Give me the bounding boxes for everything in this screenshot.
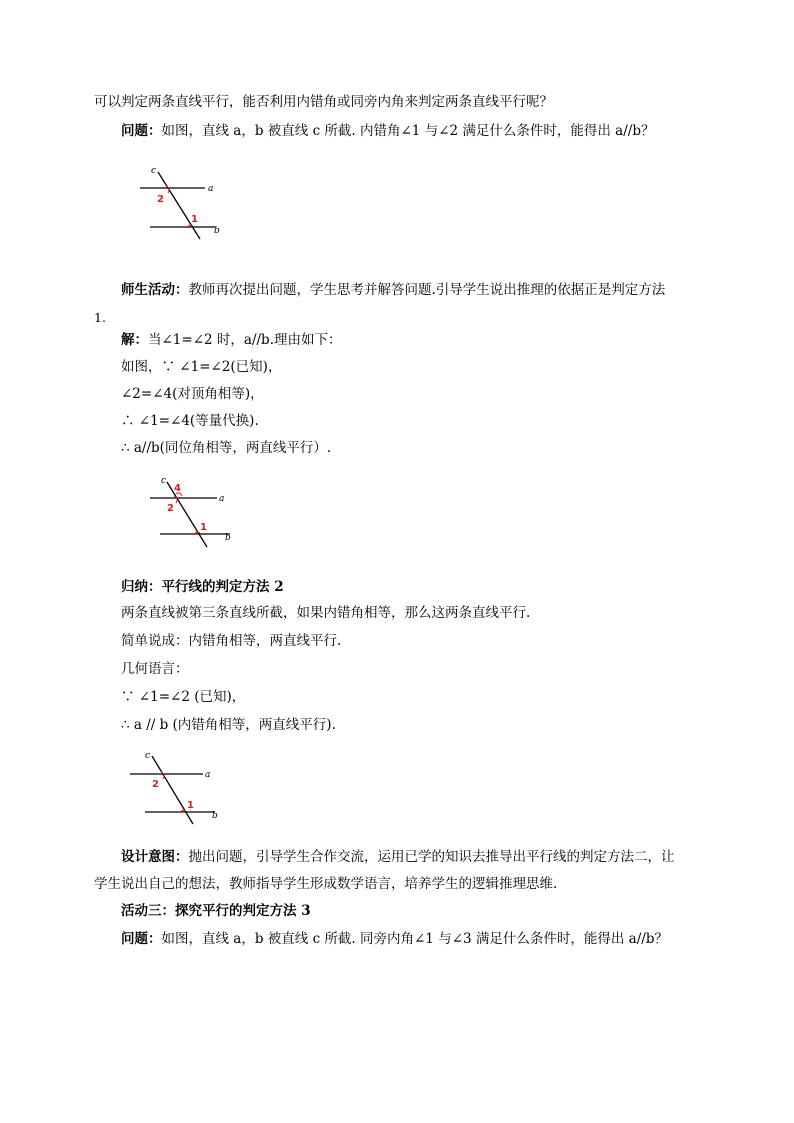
activity-continuation: 1. <box>94 310 106 325</box>
label-a: a <box>205 770 211 780</box>
angle-4-label: 4 <box>174 483 181 494</box>
parallel-lines-figure-2 <box>145 474 245 554</box>
solution-line-3: ∴ ∠1=∠4(等量代换). <box>121 413 259 429</box>
question-2 <box>121 930 668 948</box>
summary-line-5: ∴ a // b (内错角相等，两直线平行). <box>121 717 336 733</box>
question-2-text: 如图，直线 a，b 被直线 c 所截. 同旁内角∠1 与∠3 满足什么条件时，能得出 a//b？ <box>161 931 668 947</box>
label-a: a <box>208 184 214 194</box>
summary-line-1: 两条直线被第三条直线所截，如果内错角相等，那么这两条直线平行. <box>121 605 531 621</box>
question-1-text: 如图，直线 a，b 被直线 c 所截. 内错角∠1 与∠2 满足什么条件时，能得出 a//b？ <box>161 123 655 139</box>
label-a: a <box>219 494 225 504</box>
design-intent-line-2: 学生说出自己的想法，教师指导学生形成数学语言，培养学生的逻辑推理思维. <box>94 876 558 892</box>
label-b: b <box>225 533 231 543</box>
label-c: c <box>145 751 151 761</box>
angle-2-label: 2 <box>157 194 164 205</box>
design-intent-line-1 <box>121 848 675 866</box>
activity-3-title: 活动三：探究平行的判定方法 3 <box>121 903 311 919</box>
question-2-label: 问题： <box>121 931 162 947</box>
activity-label: 师生活动： <box>121 282 189 298</box>
intro-paragraph: 可以判定两条直线平行，能否利用内错角或同旁内角来判定两条直线平行呢？ <box>94 94 553 110</box>
design-intent-label: 设计意图： <box>121 849 189 865</box>
summary-line-3: 几何语言： <box>121 661 189 677</box>
summary-title: 归纳：平行线的判定方法 2 <box>121 579 284 595</box>
question-1 <box>121 122 654 140</box>
angle-1-label: 1 <box>187 800 194 811</box>
solution-first-line <box>121 331 341 349</box>
question-1-label: 问题： <box>121 123 162 139</box>
design-intent-text-1: 抛出问题，引导学生合作交流，运用已学的知识去推导出平行线的判定方法二，让 <box>188 849 675 865</box>
solution-first-text: 当∠1=∠2 时，a//b.理由如下： <box>148 332 342 348</box>
solution-line-1: 如图，∵ ∠1=∠2(已知)， <box>121 359 282 375</box>
angle-1-label: 1 <box>191 214 198 225</box>
summary-line-2: 简单说成：内错角相等，两直线平行. <box>121 633 342 649</box>
angle-2-label: 2 <box>167 503 174 514</box>
summary-line-4: ∵ ∠1=∠2 (已知)， <box>121 689 246 705</box>
angle-1-label: 1 <box>200 522 207 533</box>
teacher-student-activity <box>121 281 665 299</box>
solution-line-2: ∠2=∠4(对顶角相等)， <box>121 386 264 402</box>
activity-text: 教师再次提出问题，学生思考并解答问题.引导学生说出推理的依据正是判定方法 <box>188 282 666 298</box>
solution-line-4: ∴ a//b(同位角相等，两直线平行）. <box>121 440 332 456</box>
parallel-lines-figure-3 <box>125 746 230 831</box>
label-b: b <box>214 226 220 236</box>
angle-2-label: 2 <box>152 779 159 790</box>
label-c: c <box>161 476 167 486</box>
solution-label: 解： <box>121 332 148 348</box>
label-c: c <box>151 166 157 176</box>
label-b: b <box>212 811 218 821</box>
parallel-lines-figure-1 <box>135 162 235 242</box>
